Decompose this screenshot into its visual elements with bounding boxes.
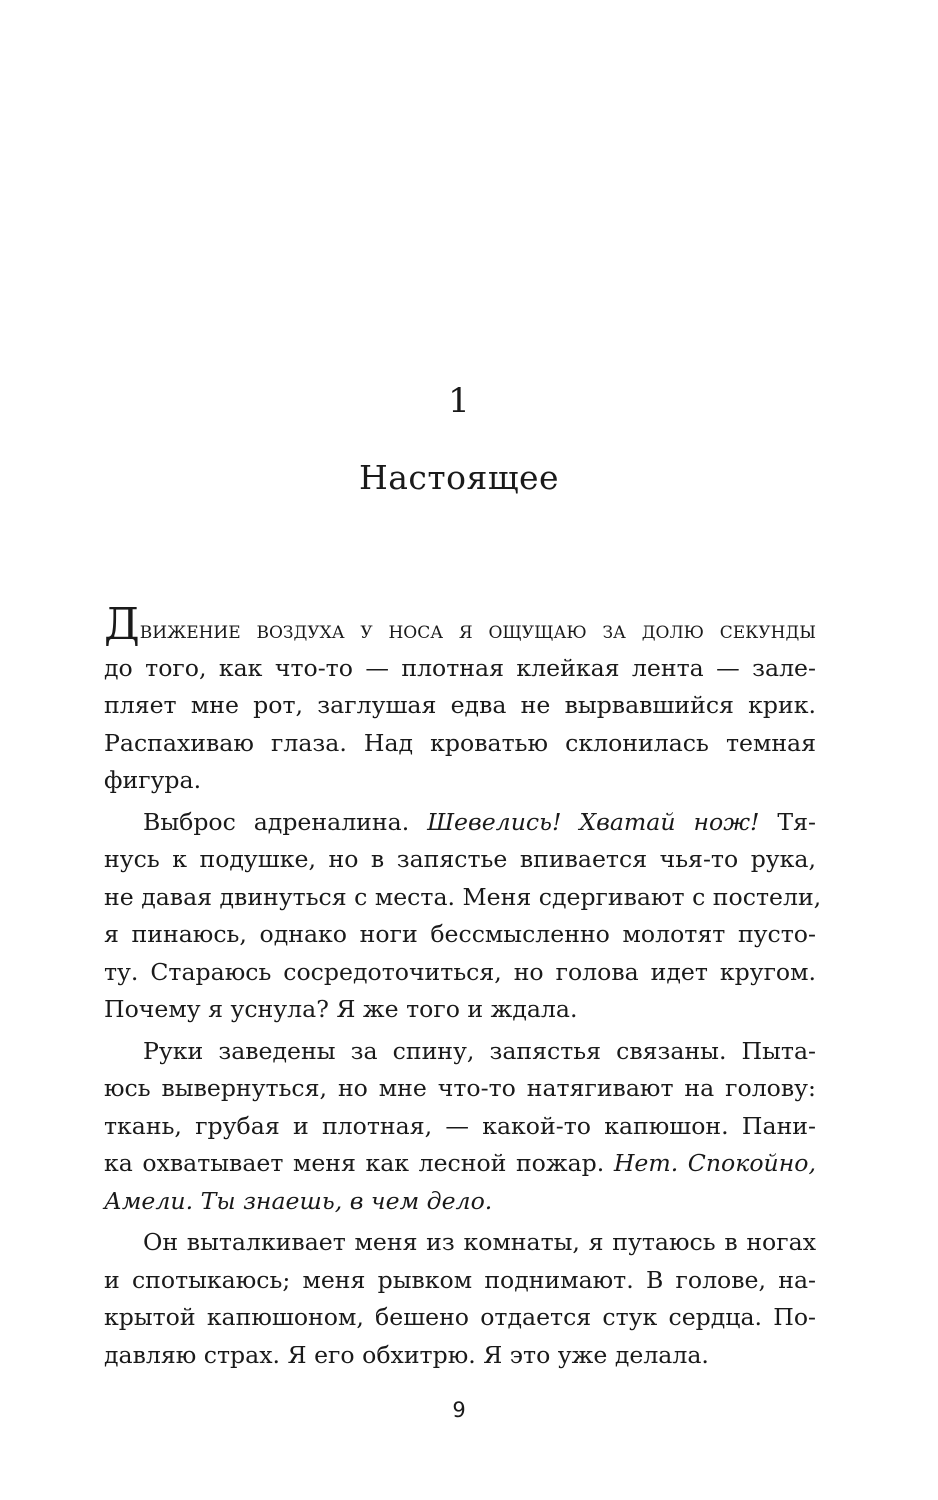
text-line: фигура. <box>104 766 202 794</box>
paragraph <box>104 1033 816 1221</box>
text-line <box>104 1145 816 1183</box>
text-line: крытой капюшоном, бешено отдается стук сердца. По- <box>104 1303 816 1331</box>
italic-text: Амели. Ты знаешь, в чем дело. <box>104 1186 493 1215</box>
text-line: Почему я уснула? Я же того и ждала. <box>104 995 578 1023</box>
text-line <box>104 599 816 650</box>
text-line: Он выталкивает меня из комнаты, я путаюсь в ногах <box>143 1228 816 1256</box>
text-line: и спотыкаюсь; меня рывком поднимают. В голове, на- <box>104 1265 816 1294</box>
text-line: не давая двинуться с места. Меня сдергивают с постели, <box>104 882 822 911</box>
text-line: юсь вывернуться, но мне что-то натягивают на голову: <box>104 1074 816 1102</box>
chapter-text <box>104 599 822 1374</box>
drop-cap: Д <box>104 599 140 650</box>
text-line: ту. Стараюсь сосредоточиться, но голова идет кругом. <box>104 957 816 986</box>
text-segment: Тя- <box>759 807 816 836</box>
text-line: пляет мне рот, заглушая едва не вырвавшийся крик. <box>104 691 816 719</box>
paragraph <box>104 599 816 800</box>
text-line: Распахиваю глаза. Над кроватью склонилась темная <box>104 728 816 757</box>
text-segment: ка охватывает меня как лесной пожар. <box>104 1149 614 1177</box>
text-line: ткань, грубая и плотная, — какой-то капюшон. Пани- <box>104 1111 816 1140</box>
paragraph <box>104 1224 816 1374</box>
text-line <box>104 1183 816 1221</box>
page-number: 9 <box>452 1398 466 1422</box>
text-segment: Выброс адреналина. <box>143 807 428 836</box>
text-line: нусь к подушке, но в запястье впивается чья-то рука, <box>104 845 816 873</box>
italic-text: Нет. Спокойно, <box>613 1149 816 1177</box>
text-line <box>104 804 816 842</box>
paragraph <box>104 804 822 1029</box>
chapter-title: Настоящее <box>358 458 560 497</box>
text-line: Руки заведены за спину, запястья связаны. Пыта- <box>143 1036 816 1065</box>
text-line: я пинаюсь, однако ноги бессмысленно молотят пусто- <box>104 920 816 948</box>
italic-text: Шевелись! Хватай нож! <box>427 807 760 836</box>
text-segment: вижение воздуха у носа я ощущаю за долю секунды <box>139 616 816 644</box>
text-line: давляю страх. Я его обхитрю. Я это уже делала. <box>104 1340 709 1369</box>
text-line: до того, как что-то — плотная клейкая лента — зале- <box>104 653 816 682</box>
chapter-number: 1 <box>448 381 470 421</box>
